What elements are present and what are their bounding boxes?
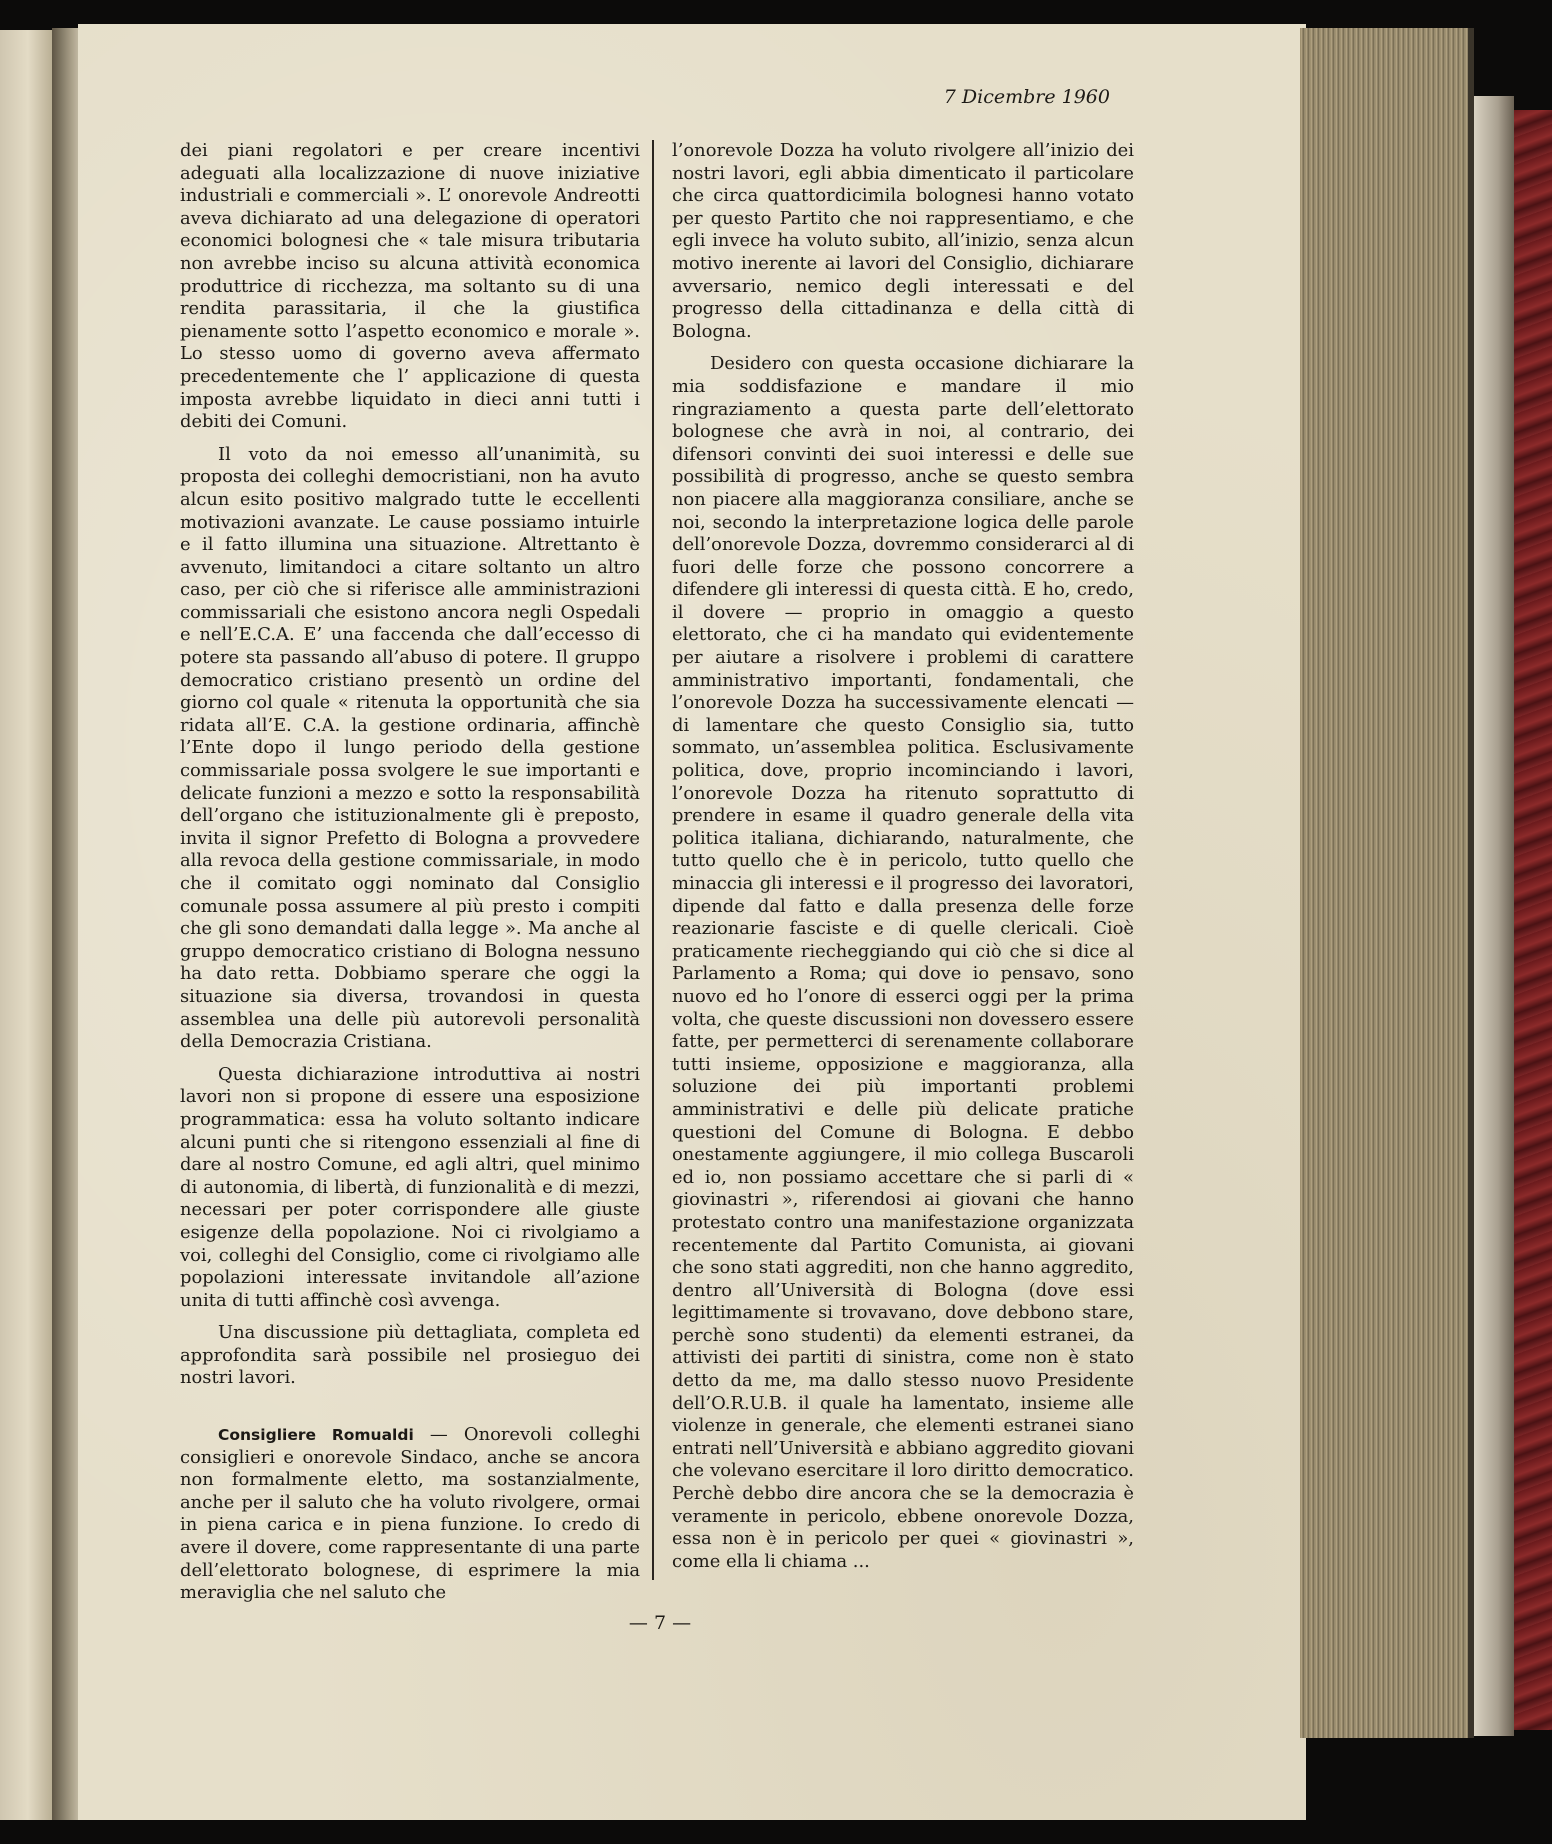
left-paragraph-2: Il voto da noi emesso all’unanimità, su proposta dei colleghi democristiani, non ha avuto alcun esito positivo malgrado tutte le eccellenti motivazioni avanzate. Le cause possiamo intuirle e il fatto illumina una situazione. Altrettanto è avvenuto, limitandoci a citare soltanto un altro caso, per ciò che si riferisce alle amministrazioni commissariali che esistono ancora negli Ospedali e nell’E.C.A. E’ una faccenda che dall’eccesso di potere sta passando all’abuso di potere. Il gruppo democratico cristiano presentò un ordine del giorno col quale « ritenuta la opportunità che sia ridata all’E. C.A. la gestione ordinaria, affinchè l’Ente dopo il lungo periodo della gestione commissariale possa svolgere le sue importanti e delicate funzioni a mezzo e sotto la responsabilità dell’organo che istituzionalmente gli è preposto, invita il signor Prefetto di Bologna a provvedere alla revoca della gestione commissariale, in modo che il comitato oggi nominato dal Consiglio comunale possa assumere al più presto i compiti che gli sono demandati dalla legge ». Ma anche al gruppo democratico cristiano di Bologna nessuno ha dato retta. Dobbiamo sperare che oggi la situazione sia diversa, trovandosi in questa assemblea una delle più autorevoli personalità della Democrazia Cristiana.: [180, 443, 640, 1053]
right-column: [672, 140, 1134, 1573]
left-paragraph-1: dei piani regolatori e per creare incentivi adeguati alla localizzazione di nuove iniziative industriali e commerciali ». L’ onorevole Andreotti aveva dichiarato ad una delegazione di operatori economici bolognesi che « tale misura tributaria non avrebbe inciso su alcuna attività economica produttrice di ricchezza, ma soltanto su di una rendita parassitaria, il che la giustifica pienamente sotto l’aspetto economico e morale ». Lo stesso uomo di governo aveva affermato precedentemente che l’ applicazione di questa imposta avrebbe liquidato in dieci anni tutti i debiti dei Comuni.: [180, 140, 640, 433]
page-block-edges: [1300, 28, 1474, 1738]
right-paragraph-1: l’onorevole Dozza ha voluto rivolgere all’inizio dei nostri lavori, egli abbia dimenticato il particolare che circa quattordicimila bolognesi hanno votato per questo Partito che noi rappresentiamo, e che egli invece ha voluto subito, all’inizio, senza alcun motivo inerente ai lavori del Consiglio, dichiarare avversario, nemico degli interessati e del progresso della cittadinanza e della città di Bologna.: [672, 140, 1134, 342]
page-number: — 7 —: [628, 1612, 692, 1634]
left-paragraph-4: Una discussione più dettagliata, completa ed approfondita sarà possibile nel prosieguo dei nostri lavori.: [180, 1322, 640, 1389]
marbled-cover: [1514, 110, 1552, 1730]
header-date: 7 Dicembre 1960: [943, 86, 1110, 108]
column-divider: [652, 140, 654, 1580]
speaker-name: Consigliere Romualdi: [218, 1426, 414, 1445]
speech-text: — Onorevoli colleghi consiglieri e onorevole Sindaco, anche se ancora non formalmente eletto, ma sostanzialmente, anche per il saluto che ha voluto rivolgere, ormai in piena carica e in piena funzione. Io credo di avere il dovere, come rappresentante di una parte dell’elettorato bolognese, di esprimere la mia meraviglia che nel saluto che: [180, 1424, 640, 1604]
speech-paragraph: [180, 1424, 640, 1605]
left-paragraph-3: Questa dichiarazione introduttiva ai nostri lavori non si propone di essere una esposizione programmatica: essa ha voluto soltanto indicare alcuni punti che si ritengono essenziali al fine di dare al nostro Comune, ed agli altri, quel minimo di autonomia, di libertà, di funzionalità e di mezzi, necessari per poter corrispondere alle giuste esigenze della popolazione. Noi ci rivolgiamo a voi, colleghi del Consiglio, come ci rivolgiamo alle popolazioni interessate invitandole all’azione unita di tutti affinchè così avvenga.: [180, 1063, 640, 1311]
cover-edge: [1474, 96, 1514, 1736]
right-paragraph-2: Desidero con questa occasione dichiarare la mia soddisfazione e mandare il mio ringraziamento a questa parte dell’elettorato bolognese che avrà in noi, al contrario, dei difensori convinti dei suoi interessi e delle sue possibilità di progresso, anche se questo sembra non piacere alla maggioranza consiliare, anche se noi, secondo la interpretazione logica delle parole dell’onorevole Dozza, dovremmo considerarci al di fuori delle forze che possono concorrere a difendere gli interessi di questa città. E ho, credo, il dovere — proprio in omaggio a questo elettorato, che ci ha mandato qui evidentemente per aiutare a risolvere i problemi di carattere amministrativo importanti, fondamentali, che l’onorevole Dozza ha successivamente elencati — di lamentare che questo Consiglio sia, tutto sommato, un’assemblea politica. Esclusivamente politica, dove, proprio incominciando i lavori, l’onorevole Dozza ha ritenuto soprattutto di prendere in esame il quadro generale della vita politica italiana, dichiarando, naturalmente, che tutto quello che è in pericolo, tutto quello che minaccia gli interessi e il progresso dei lavoratori, dipende dal fatto e dalla presenza delle forze reazionarie fasciste e di quelle clericali. Cioè praticamente riecheggiando qui ciò che si dice al Parlamento a Roma; qui dove io pensavo, sono nuovo ed ho l’onore di esserci oggi per la prima volta, che queste discussioni non dovessero essere fatte, per permetterci di serenamente collaborare tutti insieme, opposizione e maggioranza, alla soluzione dei più importanti problemi amministrativi e delle più delicate pratiche questioni del Comune di Bologna. E debbo onestamente aggiungere, il mio collega Buscaroli ed io, non possiamo accettare che si parli di « giovinastri », riferendosi ai giovani che hanno protestato contro una manifestazione organizzata recentemente dal Partito Comunista, ai giovani che sono stati aggrediti, non che hanno aggredito, dentro all’Università di Bologna (dove essi legittimamente si trovavano, dove debbono stare, perchè sono studenti) da elementi estranei, da attivisti dei partiti di sinistra, come non è stato detto da me, ma dallo stesso nuovo Presidente dell’O.R.U.B. il quale ha lamentato, insieme alle violenze in generale, che elementi estranei siano entrati nell’Università e abbiano aggredito giovani che volevano esercitare il loro diritto democratico. Perchè debbo dire ancora che se la democrazia è veramente in pericolo, ebbene onorevole Dozza, essa non è in pericolo per quei « giovinastri », come ella li chiama ...: [672, 353, 1134, 1572]
left-column: [180, 140, 640, 1605]
